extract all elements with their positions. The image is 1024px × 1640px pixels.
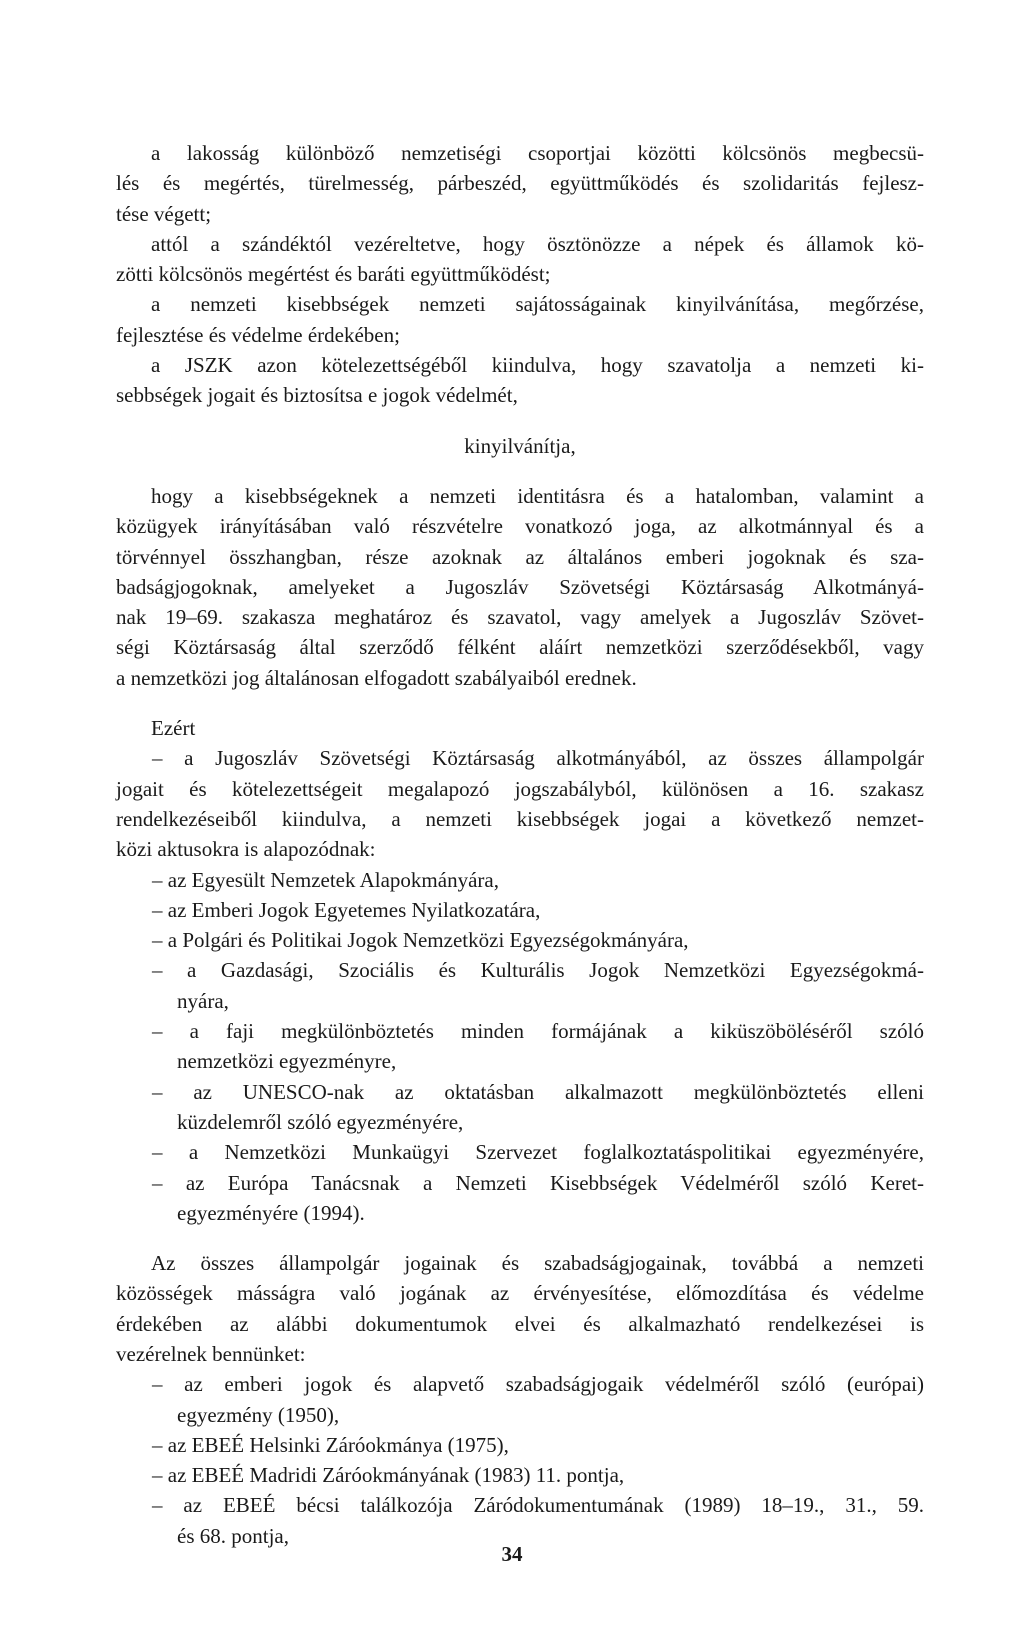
list-item-continuation: egyezményére (1994). xyxy=(177,1200,365,1225)
list-item-continuation: és 68. pontja, xyxy=(177,1523,289,1548)
text-line: sebbségek jogait és biztosítsa e jogok védelmét, xyxy=(116,383,518,408)
text-line: közügyek irányításában való részvételre vonatkozó joga, az alkotmánnyal és a xyxy=(116,514,924,539)
text-line: jogait és kötelezettségeit megalapozó jogszabályból, különösen a 16. szakasz xyxy=(116,776,924,801)
declaration-paragraph xyxy=(116,481,924,693)
list-item: – az Európa Tanácsnak a Nemzeti Kisebbségek Védelméről szóló Keret- xyxy=(152,1170,924,1195)
list-item: – az Egyesült Nemzetek Alapokmányára, xyxy=(152,867,499,892)
list-item: – a faji megkülönböztetés minden formájának a kiküszöböléséről szóló xyxy=(152,1019,924,1044)
text-line: közösségek másságra való jogának az érvényesítése, előmozdítása és védelme xyxy=(116,1281,924,1306)
list-item: – az EBEÉ bécsi találkozója Záródokumentumának (1989) 18–19., 31., 59. xyxy=(152,1493,924,1518)
list-item-continuation: küzdelemről szóló egyezményére, xyxy=(177,1109,464,1134)
text-line: rendelkezéseiből kiindulva, a nemzeti kisebbségek jogai a következő nemzet- xyxy=(116,806,924,831)
text-line: tése végett; xyxy=(116,201,212,226)
text-line: hogy a kisebbségeknek a nemzeti identitásra és a hatalomban, valamint a xyxy=(151,483,924,508)
text-line: Ezért xyxy=(151,716,196,741)
text-line: törvénnyel összhangban, része azoknak az általános emberi jogoknak és sza- xyxy=(116,544,924,569)
text-line: zötti kölcsönös megértést és baráti együttműködést; xyxy=(116,262,551,287)
text-line: – a Jugoszláv Szövetségi Köztársaság alkotmányából, az összes állampolgár xyxy=(152,746,924,771)
text-line: érdekében az alábbi dokumentumok elvei és alkalmazható rendelkezései is xyxy=(116,1311,924,1336)
text-line: badságjogoknak, amelyeket a Jugoszláv Szövetségi Köztársaság Alkotmányá- xyxy=(116,574,924,599)
list-item: – a Nemzetközi Munkaügyi Szervezet foglalkoztatáspolitikai egyezményére, xyxy=(152,1140,924,1165)
text-line: ségi Köztársaság által szerződő félként aláírt nemzetközi szerződésekből, vagy xyxy=(116,635,924,660)
text-line: a JSZK azon kötelezettségéből kiindulva, hogy szavatolja a nemzeti ki- xyxy=(151,353,924,378)
text-line: a nemzeti kisebbségek nemzeti sajátosságainak kinyilvánítása, megőrzése, xyxy=(151,292,924,317)
list-item: – a Gazdasági, Szociális és Kulturális Jogok Nemzetközi Egyezségokmá- xyxy=(152,958,924,983)
list-item-continuation: nemzetközi egyezményre, xyxy=(177,1049,397,1074)
legal-basis-section xyxy=(116,713,924,1228)
list-item: – az emberi jogok és alapvető szabadságjogaik védelméről szóló (európai) xyxy=(152,1372,924,1397)
text-line: vezérelnek bennünket: xyxy=(116,1341,306,1366)
text-line: Az összes állampolgár jogainak és szabadságjogainak, továbbá a nemzeti xyxy=(151,1251,924,1276)
text-line: attól a szándéktól vezéreltetve, hogy ösztönözze a népek és államok kö- xyxy=(151,231,924,256)
list-item: – az Emberi Jogok Egyetemes Nyilatkozatára, xyxy=(152,897,541,922)
list-item: – az EBEÉ Helsinki Záróokmánya (1975), xyxy=(152,1432,509,1457)
preamble-block xyxy=(116,138,924,411)
text-line: a lakosság különböző nemzetiségi csoportjai közötti kölcsönös megbecsü- xyxy=(151,141,924,165)
guiding-documents-section xyxy=(116,1248,924,1551)
list-item-continuation: egyezmény (1950), xyxy=(177,1402,340,1427)
spacer xyxy=(116,693,924,713)
spacer xyxy=(116,411,924,431)
text-line: lés és megértés, türelmesség, párbeszéd, együttműködés és szolidaritás fejlesz- xyxy=(116,171,924,196)
body-text xyxy=(116,138,924,1551)
declaration-heading: kinyilvánítja, xyxy=(464,433,576,458)
list-item: – az EBEÉ Madridi Záróokmányának (1983) 11. pontja, xyxy=(152,1463,625,1488)
list-item: – a Polgári és Politikai Jogok Nemzetközi Egyezségokmányára, xyxy=(152,928,689,953)
spacer xyxy=(116,461,924,481)
spacer xyxy=(116,1228,924,1248)
text-line: nak 19–69. szakasza meghatároz és szavatol, vagy amelyek a Jugoszláv Szövet- xyxy=(116,605,924,630)
text-line: a nemzetközi jog általánosan elfogadott szabályaiból erednek. xyxy=(116,665,637,690)
page-number: 34 xyxy=(501,1542,523,1566)
list-item-continuation: nyára, xyxy=(177,988,229,1013)
text-line: közi aktusokra is alapozódnak: xyxy=(116,837,376,862)
list-item: – az UNESCO-nak az oktatásban alkalmazott megkülönböztetés elleni xyxy=(152,1079,924,1104)
text-line: fejlesztése és védelme érdekében; xyxy=(116,322,400,347)
